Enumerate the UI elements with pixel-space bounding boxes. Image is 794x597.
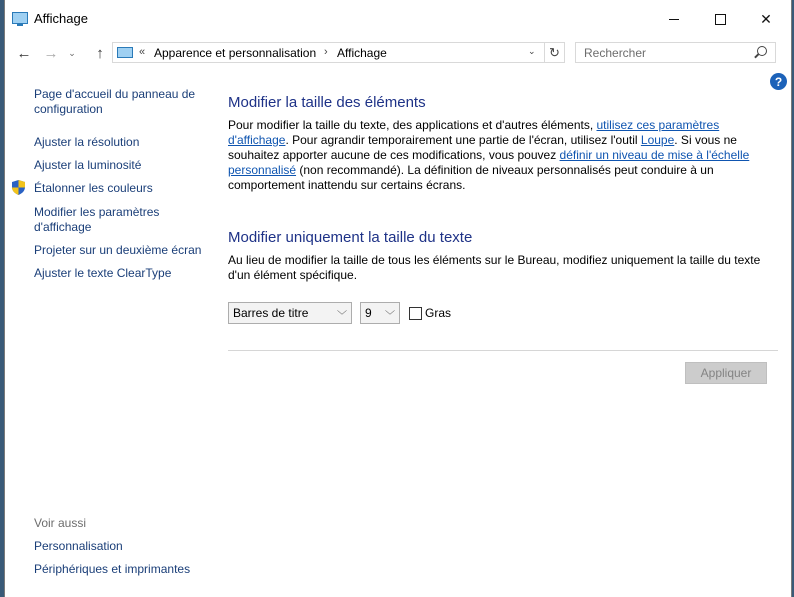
divider	[228, 350, 778, 351]
chevron-down-icon: ﹀	[385, 311, 395, 322]
sidebar-item-cleartype[interactable]: Ajuster le texte ClearType	[34, 266, 172, 280]
bold-checkbox-label[interactable]: Gras	[425, 306, 452, 320]
see-also-peripheriques[interactable]: Périphériques et imprimantes	[34, 562, 191, 576]
help-icon[interactable]: ?	[770, 73, 787, 90]
sidebar-item-etalonner[interactable]: Étalonner les couleurs	[34, 181, 153, 195]
title-bar[interactable]	[5, 0, 791, 38]
section-title-size: Modifier la taille des éléments	[228, 94, 426, 111]
sidebar-item-parametres[interactable]: Modifier les paramètres d'affichage	[34, 205, 160, 234]
desc-text-d: (non recommandé). La définition de niveaux personnalisés peut conduire à un comportement inattendu sur certains écrans.	[228, 163, 714, 192]
sidebar-item-resolution[interactable]: Ajuster la résolution	[34, 135, 140, 149]
breadcrumb-overflow-icon[interactable]: «	[139, 46, 146, 58]
back-arrow-icon[interactable]: ←	[16, 44, 32, 62]
section-size-description	[228, 118, 778, 193]
see-also-heading: Voir aussi	[34, 516, 87, 530]
address-dropdown-icon[interactable]: ⌄	[528, 46, 536, 56]
desc-text-c: . Si vous ne souhaitez apporter aucune de ces modifications, vous pouvez	[228, 133, 737, 162]
minimize-icon	[669, 19, 679, 20]
search-icon[interactable]	[757, 46, 767, 56]
item-select[interactable]	[228, 302, 352, 324]
sidebar-home-link[interactable]: Page d'accueil du panneau de configuration	[34, 87, 196, 116]
item-select-value: Barres de titre	[233, 306, 309, 320]
search-box[interactable]	[575, 42, 776, 63]
breadcrumb-apparence[interactable]: Apparence et personnalisation	[154, 46, 317, 60]
apply-button[interactable]: Appliquer	[685, 362, 767, 384]
affichage-window	[4, 0, 792, 597]
desc-text-a: Pour modifier la taille du texte, des applications et d'autres éléments,	[228, 118, 597, 132]
custom-scaling-link[interactable]: définir un niveau de mise à l'échelle personnalisé	[228, 148, 750, 177]
font-size-select[interactable]	[360, 302, 400, 324]
see-also-personnalisation[interactable]: Personnalisation	[34, 539, 123, 553]
section-text-description: Au lieu de modifier la taille de tous les éléments sur le Bureau, modifiez uniquement la taille du texte d'un élément spécifique.	[228, 253, 761, 282]
breadcrumb-affichage[interactable]: Affichage	[337, 46, 387, 60]
sidebar-item-luminosite[interactable]: Ajuster la luminosité	[34, 158, 142, 172]
bold-checkbox[interactable]	[409, 307, 422, 320]
search-input[interactable]	[576, 43, 754, 62]
recent-locations-icon[interactable]: ⌄	[68, 47, 76, 58]
font-size-select-value: 9	[365, 306, 372, 320]
sidebar-item-projeter[interactable]: Projeter sur un deuxième écran	[34, 243, 202, 257]
refresh-icon[interactable]: ↻	[545, 42, 565, 63]
uac-shield-icon	[12, 180, 25, 195]
control-panel-icon	[117, 47, 133, 58]
maximize-button[interactable]	[697, 0, 743, 38]
magnifier-link[interactable]: Loupe	[640, 133, 675, 147]
up-arrow-icon[interactable]: ↑	[96, 44, 104, 62]
breadcrumb-chevron-icon[interactable]: ›	[324, 46, 328, 58]
maximize-icon	[715, 14, 726, 25]
minimize-button[interactable]	[651, 0, 697, 38]
forward-arrow-icon[interactable]: →	[43, 44, 59, 62]
address-bar[interactable]	[112, 42, 545, 63]
window-title: Affichage	[34, 11, 88, 26]
display-settings-link[interactable]: utilisez ces paramètres d'affichage	[228, 118, 720, 147]
desc-text-b: . Pour agrandir temporairement une partie de l'écran, utilisez l'outil	[285, 133, 641, 147]
close-button[interactable]: ✕	[760, 10, 772, 27]
section-title-text-size: Modifier uniquement la taille du texte	[228, 229, 473, 246]
display-icon	[12, 12, 28, 24]
chevron-down-icon: ﹀	[337, 311, 347, 322]
